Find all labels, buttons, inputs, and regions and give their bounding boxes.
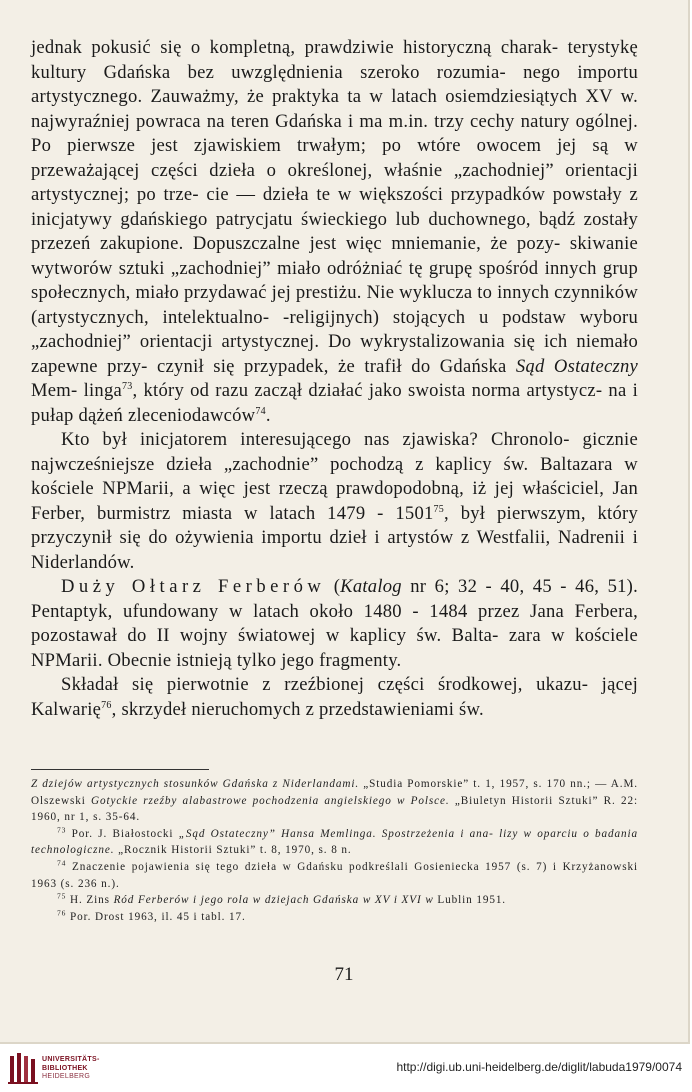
footnote-ref[interactable]: 73 [122, 380, 133, 392]
footnote-text: Por. Drost 1963, il. 45 i tabl. 17. [66, 910, 246, 923]
footnote-75 [31, 892, 638, 909]
footnote-text: „Biuletyn Historii Sztuki” R. 22: 1960, nr 1, s. 35-64. [31, 794, 638, 824]
text-line: zara w kościele NPMarii. Obecnie istnieją tylko jego fragmenty. [31, 625, 638, 671]
text-line: Mem- [31, 380, 78, 401]
text-line: 1479 - 1501 [327, 502, 434, 524]
text-line: Ferbera, pozostawał do II wojny światowej w kaplicy św. Balta- [31, 600, 638, 646]
footnote-text: Lublin 1951. [437, 894, 507, 907]
body-text [31, 36, 638, 722]
footnote-ref[interactable]: 75 [433, 503, 445, 515]
text-line: 51). Pentaptyk, ufundowany w latach około 1480 - 1484 przez Jana [31, 576, 639, 622]
footnote-separator [31, 769, 209, 770]
footnotes [31, 776, 638, 925]
paragraph [31, 428, 638, 575]
logo-line: BIBLIOTHEK [42, 1064, 88, 1072]
text-line: przezeń zakupione. Dopuszczalne jest więc mniemanie, że pozy- [31, 233, 561, 254]
text-line: terystykę kultury Gdańska bez uwzględnienia szeroko rozumia- [31, 37, 638, 83]
text-line: na i pułap dążeń zleceniodawców [31, 380, 638, 426]
paragraph-continuation [31, 36, 638, 428]
text-line: . [265, 404, 271, 426]
spaced-heading-text: Duży Ołtarz Ferberów [61, 576, 326, 597]
text-line: trwałym; po wtóre owocem jej są w przeważającej części dzieła [31, 135, 638, 181]
text-line: spośród innych grup społecznych, miało przydawać jej prestiżu. [31, 257, 638, 303]
text-line: nego importu artystycznego. Zauważmy, że praktyka ta w latach [31, 61, 638, 107]
text-line: , który od razu zaczął działać jako swoista norma artystycz- [132, 380, 603, 401]
text-line: i ma m.in. trzy cechy natury ogólnej. Po pierwsze jest zjawiskiem [31, 110, 638, 156]
artwork-title: Sąd Ostateczny [515, 355, 638, 377]
text-line: , był pierwszym, który przyczynił się do ożywienia [31, 502, 639, 548]
text-line: jednak pokusić się o kompletną, prawdziwie historyczną charak- [31, 37, 559, 58]
footnote-number: 76 [57, 908, 67, 918]
paragraph [31, 575, 638, 673]
text-line: ( [325, 576, 341, 597]
page-number: 71 [334, 964, 354, 985]
footnote-text: angielskiego w Polsce. [324, 794, 450, 807]
footnote-text: „Studia Pomorskie” [359, 778, 470, 790]
footnote-73 [31, 826, 638, 859]
paragraph [31, 673, 638, 722]
university-library-logo-text[interactable] [42, 1056, 100, 1082]
footnote-text: H. Zins [66, 894, 114, 907]
text-line: artystycznej. Do wykrystalizowania się ich niemało zapewne przy- [31, 331, 638, 377]
text-line: gdańskiego patrycjatu świeckiego lub duchownego, bądź zostały [120, 208, 638, 230]
footnote-text: Por. J. Białostocki [66, 827, 179, 840]
footnote-ref[interactable]: 74 [255, 405, 266, 417]
text-line: skiwanie wytworów sztuki „zachodniej” miało odróżniać tę grupę [31, 233, 638, 279]
footnote-text: t. 1, 1957, s. 170 nn.; — A.M. Olszewski [31, 778, 639, 807]
viewer-footer [0, 1044, 692, 1092]
logo-line: UNIVERSITÄTS- [42, 1056, 100, 1063]
footnote-text: „Rocznik Historii Sztuki” t. 8, 1970, s. 8 n. [114, 844, 352, 857]
footnote-text: „Sąd Ostateczny” Hansa Memlinga. Spostrzeżenia i ana- [178, 827, 494, 840]
text-line: , skrzydeł nieruchomych z przedstawieniami św. [111, 698, 484, 720]
footnote-text: Gotyckie rzeźby alabastrowe pochodzenia [91, 794, 320, 807]
footnote-text: lizy w oparciu o badania technologiczne. [31, 827, 639, 857]
footnote-74 [31, 859, 638, 892]
text-line: importu dzieł i artystów z Westfalii, Nadrenii i Niderlandów. [31, 527, 638, 573]
text-line: cie — dzieła te w większości przypadków powstały z inicjatywy [31, 184, 638, 230]
logo-line: HEIDELBERG [42, 1073, 91, 1080]
footnote-text: Z dziejów artystycznych stosunków Gdańska z Niderlandami. [31, 778, 360, 790]
text-line: gicznie najwcześniejsze dzieła „zachodnie” pochodzą z kaplicy św. [31, 429, 638, 475]
footnote-text: (s. 7) i Krzyżanowski 1963 (s. 236 n.). [31, 860, 638, 890]
permalink-url[interactable]: http://digi.ub.uni-heidelberg.de/diglit/labuda1979/0074 [396, 1060, 682, 1074]
footnote-number: 73 [57, 825, 67, 835]
text-line: -religijnych) stojących u podstaw wyboru „zachodniej” orientacji [31, 306, 639, 352]
text-line: Składał się pierwotnie z rzeźbionej części środkowej, ukazu- [61, 674, 589, 695]
text-line: czynił się przypadek, że trafił do Gdańska [156, 355, 516, 377]
text-line: Baltazara w kościele NPMarii, a więc jest rzeczą prawdopodobną, [31, 453, 638, 499]
footnote-text: Ród Ferberów i jego rola w dziejach Gdańska w XV i XVI w [113, 894, 434, 907]
footnote-76 [31, 909, 638, 926]
text-line: Nie wyklucza to innych czynników (artystycznych, intelektualno- [31, 282, 638, 328]
footnote-text: Znaczenie pojawienia się tego dzieła w Gdańsku podkreślali Gosieniecka 1957 [66, 860, 512, 873]
footnote-ref[interactable]: 76 [101, 699, 112, 711]
text-line: jącej Kalwarię [31, 674, 638, 720]
footnote-number: 74 [57, 858, 67, 868]
footnote-continuation [31, 776, 638, 826]
text-line: o określonej, właśnie „zachodniej” orientacji artystycznej; po trze- [31, 159, 638, 205]
text-line: iż jej właściciel, Jan Ferber, burmistrz miasta w latach [31, 478, 638, 524]
text-line: osiemdziesiątych XV w. najwyraźniej powraca na teren Gdańska [31, 86, 638, 132]
catalog-ref: Katalog [340, 576, 402, 597]
text-line: nr 6; 32 - 40, 45 - 46, [401, 576, 600, 597]
text-line: Kto był inicjatorem interesującego nas zjawiska? Chronolo- [61, 429, 570, 450]
footnote-number: 75 [57, 891, 67, 901]
text-line: linga [83, 380, 122, 401]
university-library-logo-icon[interactable] [8, 1050, 38, 1086]
